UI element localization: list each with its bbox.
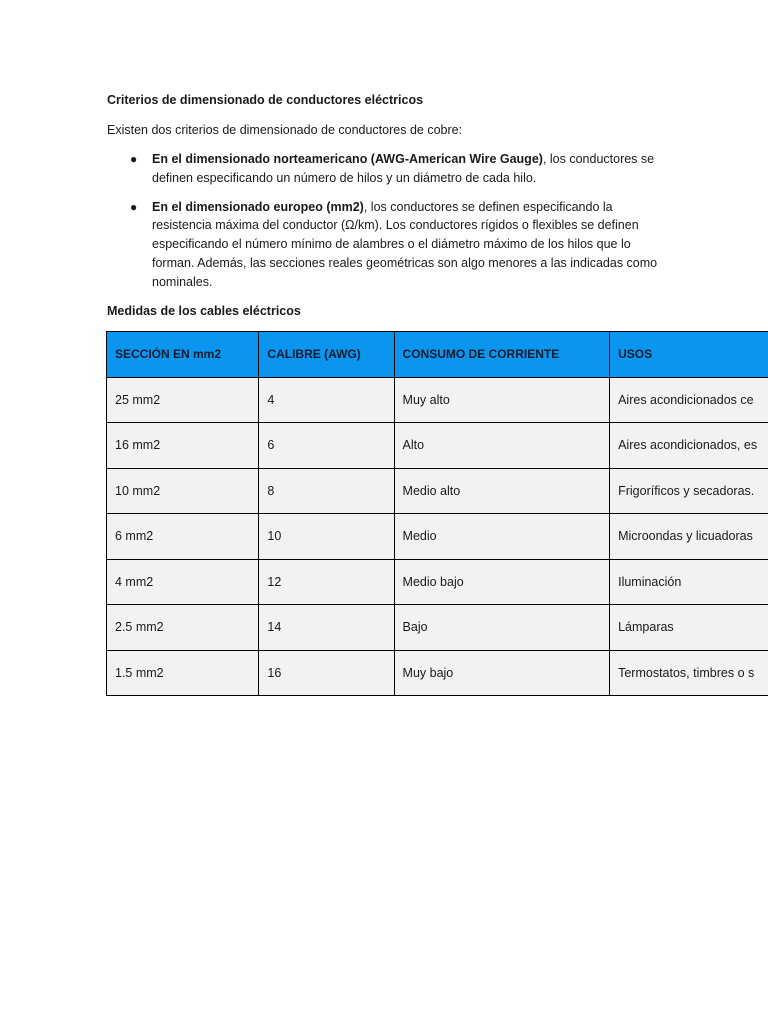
bullet-bold-text: En el dimensionado europeo (mm2) (152, 199, 364, 214)
cell-seccion: 6 mm2 (107, 514, 259, 560)
table-row (107, 377, 768, 423)
cell-seccion: 1.5 mm2 (107, 650, 259, 696)
cell-seccion: 4 mm2 (107, 559, 259, 605)
cell-consumo: Alto (394, 423, 610, 469)
table-row (107, 559, 768, 605)
table-header-row (107, 332, 768, 378)
header-usos: USOS (610, 332, 768, 378)
cell-calibre: 6 (259, 423, 394, 469)
list-item (107, 198, 667, 292)
cell-seccion: 10 mm2 (107, 468, 259, 514)
cell-usos: Aires acondicionados ce (610, 377, 768, 423)
criteria-list (107, 150, 667, 302)
table-row (107, 468, 768, 514)
cell-calibre: 16 (259, 650, 394, 696)
table-row (107, 605, 768, 651)
cell-calibre: 8 (259, 468, 394, 514)
cell-usos: Microondas y licuadoras (610, 514, 768, 560)
cell-calibre: 4 (259, 377, 394, 423)
document-title: Criterios de dimensionado de conductores eléctricos (107, 93, 424, 107)
header-consumo: CONSUMO DE CORRIENTE (394, 332, 610, 378)
cell-seccion: 16 mm2 (107, 423, 259, 469)
bullet-text: , los conductores se definen especificando un número de hilos y un diámetro de cada hilo. (152, 152, 655, 185)
cell-usos: Iluminación (610, 559, 768, 605)
cell-seccion: 25 mm2 (107, 377, 259, 423)
cell-consumo: Medio alto (394, 468, 610, 514)
table-title: Medidas de los cables eléctricos (107, 304, 301, 318)
table-row (107, 423, 768, 469)
header-seccion: SECCIÓN EN mm2 (107, 332, 259, 378)
bullet-bold-text: En el dimensionado norteamericano (AWG-American Wire Gauge) (152, 152, 543, 166)
table-row (107, 650, 768, 696)
cell-usos: Aires acondicionados, es (610, 423, 768, 469)
cell-usos: Lámparas (610, 605, 768, 651)
bullet-icon: ● (130, 152, 138, 166)
bullet-text: , los conductores se definen especificando la resistencia máxima del conductor (Ω/km). Los conductores rígidos o flexibles se definen especificando el número mínimo de alambres o el diámetro máximo de los hilos que lo forman. Además, las secciones reales geométricas son algo menores a las indicadas como nominales. (152, 199, 658, 289)
cell-seccion: 2.5 mm2 (107, 605, 259, 651)
cell-calibre: 12 (259, 559, 394, 605)
cell-usos: Termostatos, timbres o s (610, 650, 768, 696)
cell-consumo: Bajo (394, 605, 610, 651)
cell-calibre: 10 (259, 514, 394, 560)
cell-calibre: 14 (259, 605, 394, 651)
header-calibre: CALIBRE (AWG) (259, 332, 394, 378)
cell-consumo: Medio bajo (394, 559, 610, 605)
cables-table (106, 331, 768, 696)
cell-consumo: Muy alto (394, 377, 610, 423)
bullet-icon: ● (130, 199, 138, 214)
list-item (107, 150, 667, 188)
cell-consumo: Medio (394, 514, 610, 560)
cell-usos: Frigoríficos y secadoras. (610, 468, 768, 514)
intro-paragraph: Existen dos criterios de dimensionado de conductores de cobre: (107, 123, 463, 137)
cell-consumo: Muy bajo (394, 650, 610, 696)
table-row (107, 514, 768, 560)
